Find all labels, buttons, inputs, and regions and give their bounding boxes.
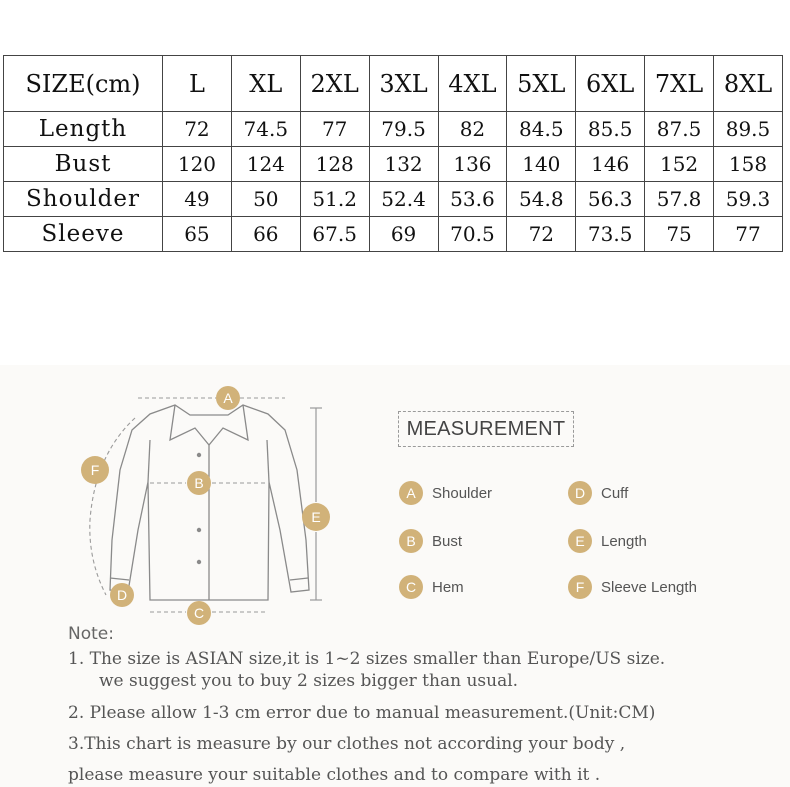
size-chart-table — [3, 55, 783, 252]
legend-label: Length — [601, 532, 647, 550]
table-header-row — [4, 56, 783, 112]
legend-badge: E — [568, 529, 592, 553]
legend-badge: C — [399, 575, 423, 599]
table-cell: 136 — [438, 147, 507, 182]
legend-badge: A — [399, 481, 423, 505]
table-cell: 77 — [300, 112, 369, 147]
table-cell: 85.5 — [576, 112, 645, 147]
table-cell: 158 — [714, 147, 783, 182]
row-label: Sleeve — [4, 217, 163, 252]
legend-label: Cuff — [601, 484, 629, 502]
legend-item-shoulder — [399, 481, 492, 505]
table-cell: 72 — [507, 217, 576, 252]
table-cell: 49 — [163, 182, 232, 217]
table-cell: 132 — [369, 147, 438, 182]
table-cell: 152 — [645, 147, 714, 182]
measurement-title: MEASUREMENT — [398, 411, 574, 447]
legend-item-length — [568, 529, 647, 553]
row-label: Shoulder — [4, 182, 163, 217]
shirt-buttons — [197, 453, 201, 564]
collar — [170, 405, 248, 445]
table-row — [4, 182, 783, 217]
header-cell: 2XL — [300, 56, 369, 112]
svg-text:A: A — [223, 390, 233, 406]
note-line-3b: please measure your suitable clothes and to compare with it . — [68, 765, 601, 785]
legend-badge: B — [399, 529, 423, 553]
header-cell: 6XL — [576, 56, 645, 112]
table-cell: 66 — [231, 217, 300, 252]
table-cell: 73.5 — [576, 217, 645, 252]
header-cell: 5XL — [507, 56, 576, 112]
table-cell: 67.5 — [300, 217, 369, 252]
legend-label: Hem — [432, 578, 464, 596]
table-cell: 120 — [163, 147, 232, 182]
marker-a — [216, 386, 240, 410]
legend-badge: F — [568, 575, 592, 599]
table-cell: 65 — [163, 217, 232, 252]
legend-label: Bust — [432, 532, 463, 550]
shirt-diagram — [60, 380, 360, 645]
marker-f — [81, 456, 109, 484]
table-cell: 59.3 — [714, 182, 783, 217]
table-cell: 87.5 — [645, 112, 714, 147]
table-cell: 128 — [300, 147, 369, 182]
table-cell: 77 — [714, 217, 783, 252]
legend-item-hem — [399, 575, 464, 599]
marker-d — [110, 583, 134, 607]
header-cell: 7XL — [645, 56, 714, 112]
table-row — [4, 147, 783, 182]
table-cell: 140 — [507, 147, 576, 182]
table-cell: 56.3 — [576, 182, 645, 217]
svg-text:E: E — [311, 509, 321, 525]
header-cell: XL — [231, 56, 300, 112]
table-row — [4, 217, 783, 252]
marker-c — [187, 601, 211, 625]
legend-badge: D — [568, 481, 592, 505]
note-line-1b: we suggest you to buy 2 sizes bigger than usual. — [99, 671, 519, 691]
legend-label: Shoulder — [432, 484, 493, 502]
table-cell: 57.8 — [645, 182, 714, 217]
row-label: Bust — [4, 147, 163, 182]
note-line-1: 1. The size is ASIAN size,it is 1~2 sizes smaller than Europe/US size. — [68, 649, 666, 669]
svg-text:C: C — [193, 605, 205, 621]
svg-text:F: F — [90, 462, 100, 478]
table-row — [4, 112, 783, 147]
note-line-2: 2. Please allow 1-3 cm error due to manual measurement.(Unit:CM) — [68, 703, 656, 723]
table-cell: 54.8 — [507, 182, 576, 217]
header-cell: L — [163, 56, 232, 112]
legend-item-sleeve-length — [568, 575, 697, 599]
header-cell: 3XL — [369, 56, 438, 112]
table-cell: 53.6 — [438, 182, 507, 217]
marker-b — [187, 471, 211, 495]
svg-text:B: B — [194, 475, 204, 491]
table-cell: 74.5 — [231, 112, 300, 147]
legend-item-cuff — [568, 481, 628, 505]
table-cell: 52.4 — [369, 182, 438, 217]
table-cell: 51.2 — [300, 182, 369, 217]
table-cell: 89.5 — [714, 112, 783, 147]
note-line-3: 3.This chart is measure by our clothes not according your body , — [68, 734, 626, 754]
marker-e — [302, 503, 330, 531]
row-label: Length — [4, 112, 163, 147]
table-cell: 75 — [645, 217, 714, 252]
legend-item-bust — [399, 529, 462, 553]
table-cell: 82 — [438, 112, 507, 147]
table-cell: 84.5 — [507, 112, 576, 147]
table-cell: 146 — [576, 147, 645, 182]
svg-text:D: D — [116, 587, 128, 603]
header-cell: 4XL — [438, 56, 507, 112]
table-cell: 79.5 — [369, 112, 438, 147]
table-cell: 70.5 — [438, 217, 507, 252]
table-cell: 50 — [231, 182, 300, 217]
table-cell: 69 — [369, 217, 438, 252]
header-cell: SIZE(cm) — [4, 56, 163, 112]
legend-label: Sleeve Length — [601, 578, 697, 596]
note-heading: Note: — [68, 624, 114, 644]
table-cell: 124 — [231, 147, 300, 182]
table-cell: 72 — [163, 112, 232, 147]
header-cell: 8XL — [714, 56, 783, 112]
